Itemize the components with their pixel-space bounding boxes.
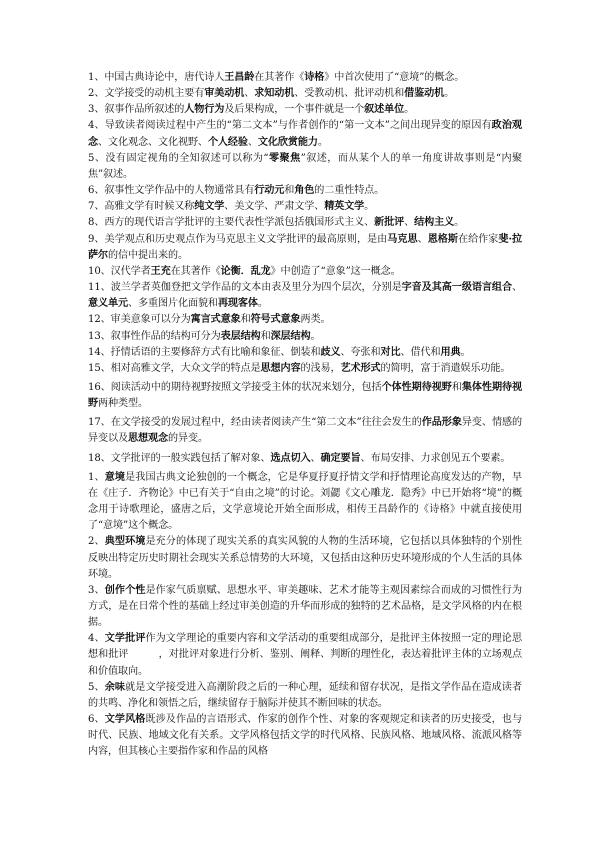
text-run: 的二重性特点。	[314, 185, 385, 197]
text-run: 的异变。	[167, 433, 208, 445]
paragraph	[88, 451, 522, 467]
paragraph	[88, 70, 522, 86]
paragraph	[88, 264, 522, 280]
text-run: 、美文学、严肃文学、	[224, 201, 325, 213]
bold-term: 寓言式意象	[190, 314, 241, 326]
text-run: 、	[310, 452, 321, 464]
bold-term: 深层结构	[270, 330, 311, 342]
text-run: 在其著作《	[170, 265, 221, 277]
paragraph	[88, 680, 522, 712]
bold-term: 新批评	[374, 217, 405, 229]
bold-term: 艺术形式	[340, 362, 381, 374]
text-run: 及后果构成，一个事件就是一个	[224, 104, 365, 116]
paragraph	[88, 199, 522, 215]
text-run: 。	[257, 298, 268, 310]
text-run: 、多重图片化面貌和	[127, 298, 218, 310]
bold-term: 王昌龄	[224, 72, 255, 83]
bold-term: 创作个性	[104, 584, 146, 596]
bold-term: 符号式意象	[250, 314, 301, 326]
bold-term: 意义单元	[88, 298, 128, 310]
text-run: 和	[240, 314, 251, 326]
text-run: 。	[364, 201, 375, 213]
text-run: 是充分的体现了现实关系的真实风貌的人物的生活环境，它包括以具体独特的个别性反映出特定历史时期社会现实关系总情势的大环境，又包括由这种历史环境形成的个人生活的具体环境。	[88, 536, 522, 580]
text-run: 。	[454, 217, 465, 229]
bold-term: 马克思	[387, 233, 418, 245]
text-run: 是我国古典文论独创的一个概念，它是华夏抒夏抒情文学和抒情理论高度发达的产物，早在《庄子．齐物论》中已有关于“自由之境”的讨论。刘勰《文心雕龙．隐秀》中已开始将“境”的概念用于诗歌理论，盛唐之后，文学意境论开始全面形成，相传王昌龄作的《诗格》中就直接使用了“意境”这个概念。	[88, 471, 522, 532]
text-run: 、文化观念、文化视野、	[98, 136, 208, 148]
text-run: 既涉及作品的言语形式、作家的创作个性、对象的客观规定和读者的历史接受，也与时代、民族、地域文化有关系。文学风格包括文学的时代风格、民族风格、地域风格、流派风格等内容，但其核心主要指作家和作品的风格	[88, 714, 522, 758]
bold-term: 意境	[104, 471, 126, 483]
text-run: 两种类型。	[98, 398, 148, 410]
bold-term: 恩格斯	[427, 233, 458, 245]
bold-term: 诗格	[304, 72, 325, 83]
bold-term: 选点切入	[270, 452, 311, 464]
text-run: ”叙述，而从某个人的单一角度讲故事则是“内聚焦”叙述。	[88, 152, 522, 180]
bold-term: 借鉴动机	[404, 88, 445, 100]
text-run: 18、文学批评的一般实践包括了解对象、	[88, 452, 271, 464]
text-run: 就是文学接受进入高潮阶段之后的一种心理，延续和留存状况，是指文学作品在造成读者的共鸣、净化和领悟之后，继续留存于脑际并使其不断回味的状态。	[88, 681, 522, 709]
bold-term: 精英文学	[324, 201, 365, 213]
text-run: 、布局安排、力求创见五个要素。	[360, 452, 511, 464]
text-run: 是作家气质禀赋、思想水平、审美趣味、艺术才能等主观因素综合而成的习惯性行为方式，是在日常个性的基础上经过审美创造的升华而形成的独特的艺术品格，是文学风格的内在根据。	[88, 584, 522, 629]
bold-term: 文学风格	[104, 714, 146, 726]
text-run: 作为文学理论的重要内容和文学活动的重要组成部分，是批评主体按照一定的理论思想和批评 ，对批评对象进行分析、鉴别、阐释、判断的理性化，表达着批评主体的立场观点和价值取向。	[88, 633, 522, 677]
text-run: 的简明，富于消遣娱乐功能。	[380, 362, 511, 374]
bold-term: 思想观念	[127, 433, 168, 445]
bold-term: 集体性期待视野	[88, 381, 523, 410]
bold-term: 字音及其高一级语言组合	[401, 282, 512, 294]
text-run: 13、叙事性作品的结构可分为	[88, 330, 221, 342]
bold-term: 文学批评	[104, 633, 146, 645]
bold-term: 个体性期待视野	[381, 381, 452, 393]
paragraph	[88, 183, 522, 199]
text-run: 、	[512, 282, 522, 294]
bold-term: 角色	[294, 185, 315, 197]
text-run: 1、	[88, 471, 105, 483]
bold-term: 再现客体	[217, 298, 258, 310]
text-run: 6、	[88, 714, 105, 726]
text-run: 、夸张和	[340, 346, 381, 358]
text-run: 17、在文学接受的发展过程中，经由读者阅读产生“第二文本”往往会发生的	[88, 417, 422, 429]
text-run: 11、波兰学者英伽登把文学作品的文本由表及里分为四个层次，分别是	[88, 282, 402, 294]
text-run: 。	[460, 346, 471, 358]
text-run: 、借代和	[400, 346, 441, 358]
text-run: 的浅易，	[300, 362, 341, 374]
paragraph	[88, 361, 522, 377]
bold-term: 歧义	[320, 346, 341, 358]
bold-term: 表层结构	[220, 330, 261, 342]
text-run: 、	[404, 217, 415, 229]
paragraph	[88, 102, 522, 118]
paragraph	[88, 280, 522, 312]
bold-term: 王充	[150, 265, 171, 277]
text-run: 和	[284, 185, 295, 197]
text-run: 。	[404, 104, 415, 116]
text-run: 3、叙事作品所叙述的	[88, 104, 185, 116]
text-run: 6、叙事性文学作品中的人物通常具有	[88, 185, 255, 197]
text-run: 5、没有固定视角的全知叙述可以称为“	[88, 152, 269, 164]
text-run: 9、美学观点和历史观点作为马克思主义文学批评的最高原则，是由	[88, 233, 388, 245]
text-run: 、受教动机、批评动机和	[294, 88, 405, 100]
bold-term: 人物行为	[184, 104, 225, 116]
text-run: 10、汉代学者	[88, 265, 151, 277]
paragraph	[88, 151, 522, 183]
text-run: 4、导致读者阅读过程中产生的“第二文本”与作者创作的“第一文本”之间出现异变的原因有	[88, 120, 492, 132]
bold-term: 文化欣赏能力	[257, 136, 318, 148]
text-run: 15、相对高雅文学，大众文学的特点是	[88, 362, 261, 374]
text-run: 、	[244, 88, 255, 100]
text-run: 12、审美意象可以分为	[88, 314, 191, 326]
bold-term: 零聚焦	[268, 152, 301, 164]
bold-term: 结构主义	[414, 217, 455, 229]
bold-term: 对比	[380, 346, 401, 358]
text-run: 。	[444, 88, 455, 100]
text-run: 14、抒情话语的主要修辞方式有比喻和象征、倒装和	[88, 346, 321, 358]
bold-term: 确定要旨	[320, 452, 361, 464]
bold-term: 叙述单位	[364, 104, 405, 116]
text-run: 的信中提出来的。	[108, 249, 188, 261]
bold-term: 求知动机	[254, 88, 295, 100]
text-run: 和	[260, 330, 271, 342]
paragraph	[88, 118, 522, 150]
paragraph	[88, 380, 522, 412]
paragraph	[88, 712, 522, 760]
document-body	[88, 70, 522, 761]
paragraph	[88, 329, 522, 345]
bold-term: 余味	[104, 681, 126, 693]
text-run: 1、中国古典诗论中，唐代诗人	[88, 72, 225, 83]
bold-term: 审美动机	[204, 88, 245, 100]
text-run: 2、	[88, 536, 105, 548]
text-run: 2、文学接受的动机主要有	[88, 88, 205, 100]
text-run: 16、阅读活动中的期待视野按照文学接受主体的状况来划分，包括	[88, 381, 382, 393]
paragraph	[88, 534, 522, 582]
bold-term: 典型环境	[104, 536, 146, 548]
paragraph	[88, 583, 522, 631]
text-run: 和	[451, 381, 462, 393]
bold-term: 斐·拉萨尔	[88, 233, 523, 261]
paragraph	[88, 312, 522, 328]
paragraph	[88, 86, 522, 102]
text-run: 、	[247, 136, 258, 148]
text-run: 7、高雅文学有时候又称	[88, 201, 195, 213]
paragraph	[88, 215, 522, 231]
text-run: 8、西方的现代语言学批评的主要代表性学派包括俄国形式主义、	[88, 217, 375, 229]
bold-term: 论衡．乱龙	[220, 265, 271, 277]
paragraph	[88, 470, 522, 535]
bold-term: 思想内容	[260, 362, 301, 374]
bold-term: 作品形象	[421, 417, 462, 429]
bold-term: 个人经验	[207, 136, 248, 148]
bold-term: 纯文学	[194, 201, 225, 213]
text-run: 在给作家	[457, 233, 499, 245]
paragraph	[88, 415, 522, 447]
bold-term: 用典	[440, 346, 461, 358]
text-run: 异变、情感的异变以及	[88, 417, 522, 445]
text-run: 3、	[88, 584, 105, 596]
text-run: 。	[310, 330, 321, 342]
text-run: 。	[317, 136, 328, 148]
text-run: 4、	[88, 633, 105, 645]
paragraph	[88, 631, 522, 679]
text-run: 在其著作《	[254, 72, 305, 83]
paragraph	[88, 232, 522, 264]
text-run: 》中首次使用了“意境”的概念。	[324, 72, 465, 83]
bold-term: 行动元	[254, 185, 285, 197]
text-run: 、	[417, 233, 428, 245]
text-run: 两类。	[300, 314, 331, 326]
text-run: 5、	[88, 681, 105, 693]
paragraph	[88, 345, 522, 361]
bold-term: 政治观念	[88, 120, 522, 148]
text-run: 》中创造了“意象”这一概念。	[270, 265, 401, 277]
